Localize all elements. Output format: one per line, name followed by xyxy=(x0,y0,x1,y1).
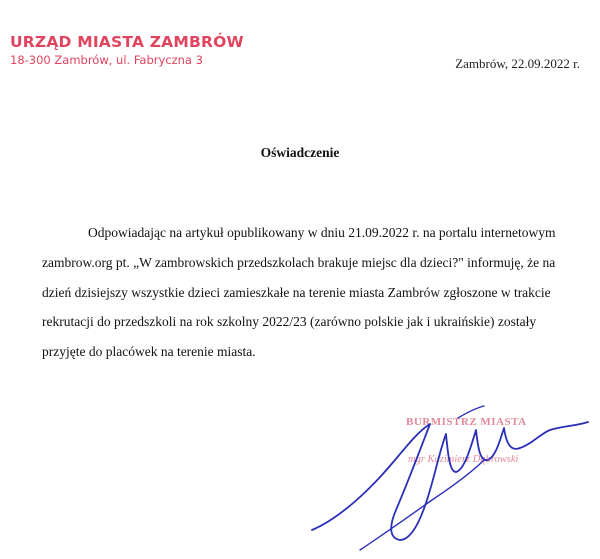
office-stamp xyxy=(10,33,244,67)
document-title: Oświadczenie xyxy=(260,145,340,160)
mayor-stamp-name: mgr Kazimierz Dąbrowski xyxy=(408,454,519,465)
document-date: Zambrów, 22.09.2022 r. xyxy=(455,56,580,71)
body-line: przyjęte do placówek na terenie miasta. xyxy=(42,344,256,359)
office-stamp-title: URZĄD MIASTA ZAMBRÓW xyxy=(10,33,244,51)
handwritten-signature xyxy=(300,390,600,559)
office-stamp-address: 18-300 Zambrów, ul. Fabryczna 3 xyxy=(10,53,203,67)
body-line: Odpowiadając na artykuł opublikowany w dniu 21.09.2022 r. na portalu internetowym xyxy=(88,225,556,240)
body-line: dzień dzisiejszy wszystkie dzieci zamieszkałe na terenie miasta Zambrów zgłoszone w trakcie xyxy=(42,285,551,300)
body-line: rekrutacji do przedszkoli na rok szkolny 2022/23 (zarówno polskie jak i ukraińskie) zostały xyxy=(42,314,537,329)
mayor-stamp-title: BURMISTRZ MIASTA xyxy=(406,416,527,428)
body-line: zambrow.org pt. „W zambrowskich przedszkolach brakuje miejsc dla dzieci?" informuję, że na xyxy=(42,255,556,270)
